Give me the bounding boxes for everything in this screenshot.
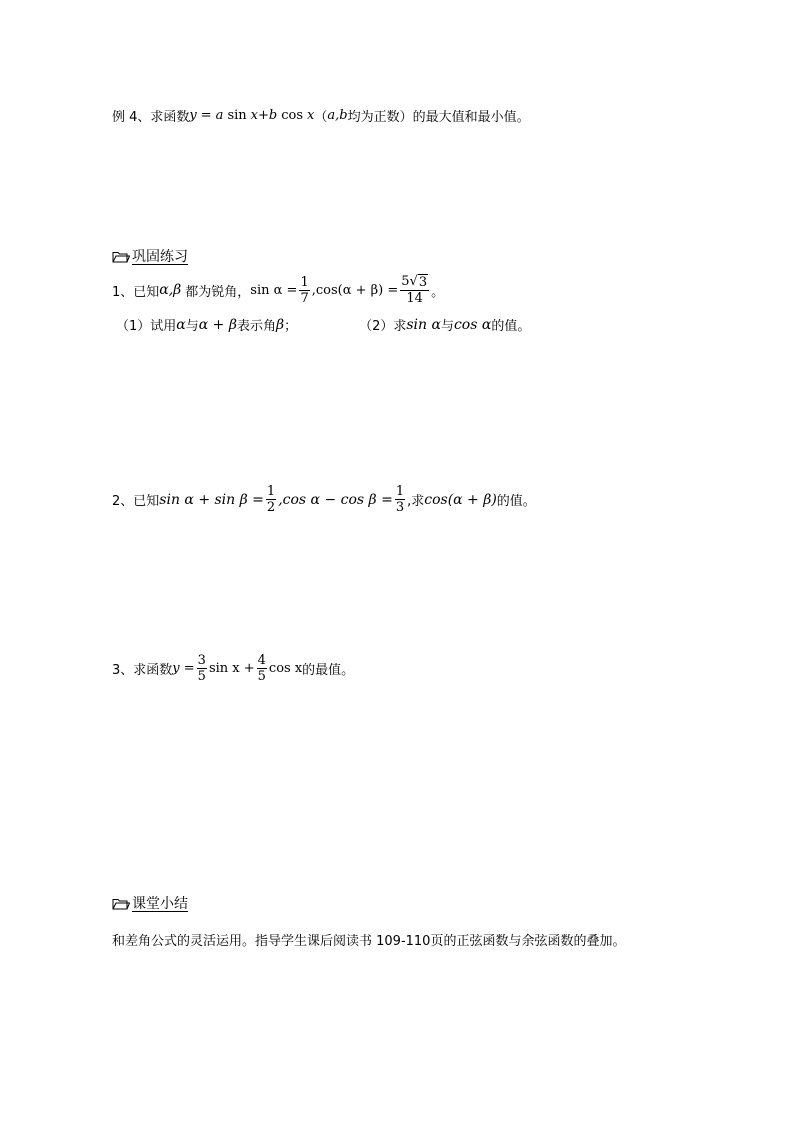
example4-prefix: 例 4、求函数 — [112, 110, 190, 125]
q3-cosx: cos x — [268, 661, 303, 676]
q1-prefix: 1、已知 — [112, 284, 160, 300]
q2-fraction-1 — [266, 484, 276, 515]
q2-expr4: cos(α + β) — [424, 491, 497, 508]
example4-cos: cos — [281, 108, 303, 123]
q3-line — [112, 653, 354, 684]
sqrt-symbol: √ 3 — [409, 274, 428, 290]
q1-cos-expr: ,cos(α + β) = — [311, 282, 399, 298]
example4-paren-open: （ — [314, 110, 328, 125]
folder-icon — [112, 250, 130, 263]
summary-heading — [112, 893, 188, 913]
practice-heading — [112, 246, 188, 266]
q2-expr2: ,cos α − cos β = — [278, 491, 393, 508]
example4-x2: x — [307, 108, 315, 123]
folder-icon — [112, 897, 130, 910]
example4-plus: + — [257, 108, 269, 123]
q1-sin-alpha: sin α = — [250, 282, 298, 298]
q1-f1-num: 1 — [300, 274, 309, 290]
q1-fraction-1 — [299, 275, 309, 306]
q1-p1-end: ； — [284, 319, 298, 334]
q2-expr1: sin α + sin β = — [159, 491, 264, 508]
q1-p1-rest: 表示角 — [236, 319, 276, 334]
example4-line — [112, 106, 530, 125]
summary-line — [112, 930, 625, 949]
q2-f1-num: 1 — [266, 484, 276, 499]
q3-sinx: sin x + — [208, 661, 255, 676]
q2-f2-num: 1 — [395, 484, 405, 499]
example4-b: b — [268, 108, 278, 123]
q1-p1-and: 与 — [185, 319, 199, 334]
q3-y-eq: y = — [172, 661, 195, 676]
q1-end: 。 — [431, 284, 445, 300]
q1-p2-and: 与 — [440, 319, 454, 334]
q2-expr3: ,求 — [407, 494, 425, 509]
q1-p1-prefix: （1）试用 — [116, 319, 177, 334]
q2-f1-den: 2 — [266, 500, 276, 515]
q3-f1-num: 3 — [197, 653, 206, 668]
q2-prefix: 2、已知 — [112, 494, 160, 509]
q2-end: 的值。 — [496, 494, 536, 509]
example4-ab: a,b — [327, 108, 348, 123]
q1-f2-coef: 5 — [401, 274, 410, 289]
q1-p2-end: 的值。 — [491, 319, 531, 334]
q1-parts-line — [116, 315, 530, 334]
example4-a: a — [215, 108, 224, 123]
q3-fraction-2 — [257, 653, 267, 684]
q3-prefix: 3、求函数 — [112, 663, 173, 678]
q2-f2-den: 3 — [395, 500, 405, 515]
q1-f1-den: 7 — [300, 290, 309, 306]
example4-paren-rest: 均为正数）的最大值和最小值。 — [347, 110, 530, 125]
q1-fraction-2 — [400, 274, 429, 306]
example4-eq: = — [200, 108, 212, 123]
practice-title: 巩固练习 — [132, 249, 188, 265]
q1-p2-cos: cos α — [453, 316, 492, 333]
q1-f2-rad: 3 — [418, 275, 428, 290]
q1-line — [112, 274, 444, 306]
q2-line — [112, 484, 536, 515]
example4-x1: x — [250, 108, 258, 123]
summary-title: 课堂小结 — [132, 896, 188, 912]
q2-fraction-2 — [395, 484, 405, 515]
q3-end: 的最值。 — [302, 663, 355, 678]
q1-mid: 都为锐角， — [185, 284, 251, 300]
q1-p1-beta: β — [275, 316, 285, 333]
q3-f1-den: 5 — [197, 669, 206, 684]
q1-p1-alpha: α — [176, 316, 186, 333]
q1-f2-den: 14 — [406, 291, 423, 306]
q3-fraction-1 — [197, 653, 207, 684]
q1-alpha-beta: α,β — [159, 282, 182, 298]
q3-f2-den: 5 — [257, 669, 266, 684]
example4-sin: sin — [227, 108, 247, 123]
example4-y: y — [189, 108, 197, 123]
q1-p2-prefix: （2）求 — [359, 319, 407, 334]
summary-text: 和差角公式的灵活运用。指导学生课后阅读书 109-110页的正弦函数与余弦函数的叠加。 — [112, 934, 626, 949]
q3-f2-num: 4 — [257, 653, 266, 668]
q1-p2-sin: sin α — [406, 316, 441, 333]
q1-p1-expr: α + β — [198, 316, 237, 333]
